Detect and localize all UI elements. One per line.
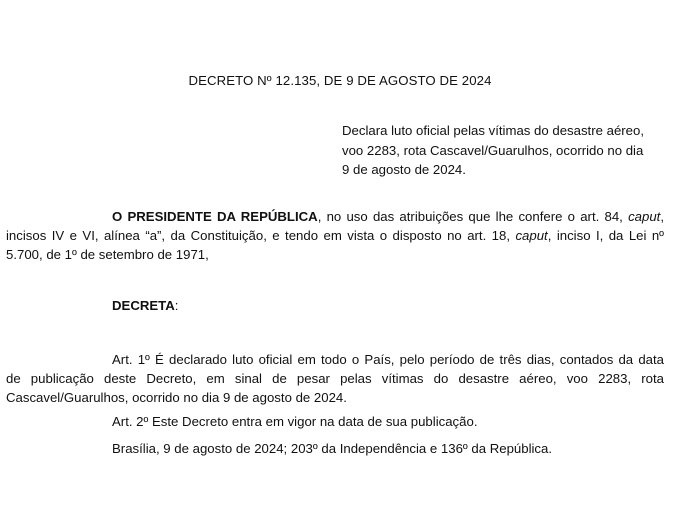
closing-line: Brasília, 9 de agosto de 2024; 203º da Independência e 136º da República. (112, 441, 553, 456)
article-1-line: Cascavel/Guarulhos, ocorrido no dia 9 de agosto de 2024. (6, 390, 347, 405)
ementa-line: 9 de agosto de 2024. (342, 162, 466, 177)
decreta-colon: : (174, 298, 179, 313)
preamble-text: , no uso das atribuições que lhe confere o art. 84, (317, 209, 629, 224)
preamble-caput: caput (515, 228, 548, 243)
article-1-line: Art. 1º É declarado luto oficial em todo o País, pelo período de três dias, contados da data (112, 352, 664, 367)
article-2: Art. 2º Este Decreto entra em vigor na data de sua publicação. (112, 414, 478, 429)
preamble-paragraph (6, 207, 664, 264)
preamble-line: 5.700, de 1º de setembro de 1971, (6, 247, 209, 262)
ementa-line: voo 2283, rota Cascavel/Guarulhos, ocorrido no dia (342, 142, 644, 158)
decreta-label: DECRETA (112, 298, 175, 313)
ementa-line: Declara luto oficial pelas vítimas do desastre aéreo, (342, 123, 644, 138)
decree-ementa (342, 121, 677, 180)
article-1 (6, 350, 664, 407)
preamble-text: , (660, 209, 664, 224)
preamble-text: , inciso I, da Lei nº (547, 228, 664, 243)
preamble-caput: caput (628, 209, 661, 224)
preamble-line (6, 207, 664, 226)
preamble-line (6, 226, 664, 245)
preamble-text: incisos IV e VI, alínea “a”, da Constituição, e tendo em vista o disposto no art. 18, (6, 228, 516, 243)
preamble-subject: O PRESIDENTE DA REPÚBLICA (112, 209, 318, 224)
decree-title: DECRETO Nº 12.135, DE 9 DE AGOSTO DE 2024 (188, 73, 492, 88)
article-1-line: de publicação deste Decreto, em sinal de pesar pelas vítimas do desastre aéreo, voo 2283, rota (6, 371, 664, 386)
decreta-heading (112, 298, 178, 313)
